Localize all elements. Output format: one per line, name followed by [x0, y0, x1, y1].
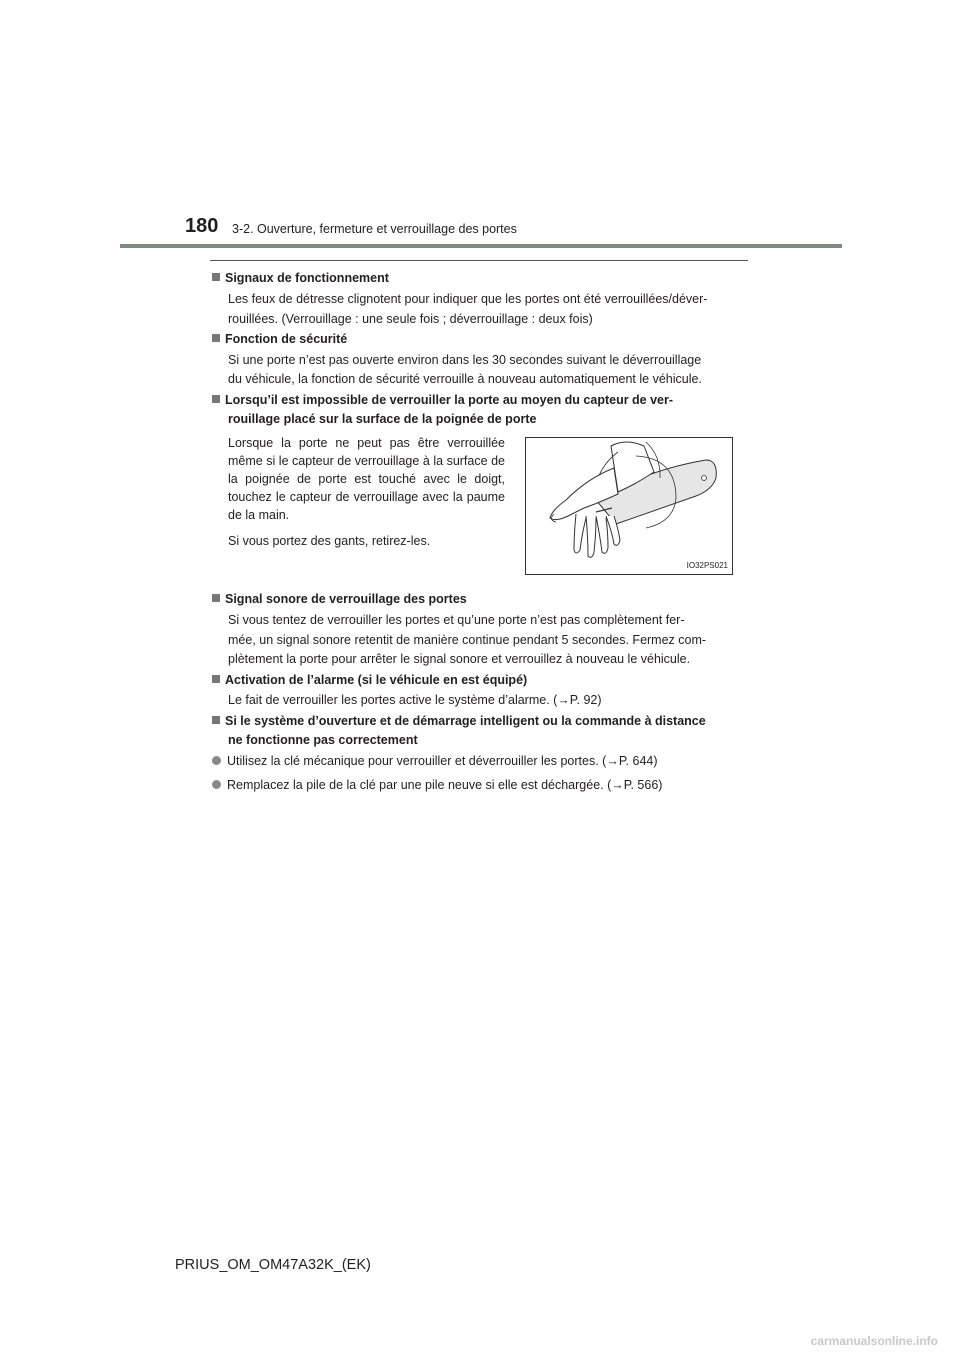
square-bullet-icon	[212, 273, 220, 281]
section-title-continuation: ne fonctionne pas correctement	[228, 733, 418, 747]
paragraph-line: plètement la porte pour arrêter le signal sonore et verrouillez à nouveau le véhicule.	[228, 652, 691, 666]
circle-bullet-icon	[212, 780, 221, 789]
chapter-title: 3-2. Ouverture, fermeture et verrouillage des portes	[232, 222, 517, 236]
section-title-text: Signal sonore de verrouillage des portes	[225, 592, 467, 606]
square-bullet-icon	[212, 334, 220, 342]
paragraph-line: Les feux de détresse clignotent pour indiquer que les portes ont été verrouillées/déver-	[228, 292, 708, 306]
list-item-text: Remplacez la pile de la clé par une pile neuve si elle est déchargée. (→P. 566)	[227, 778, 663, 792]
section-title-text: Si le système d’ouverture et de démarrage intelligent ou la commande à distance	[225, 714, 706, 728]
list-item	[212, 775, 752, 795]
square-bullet-icon	[212, 675, 220, 683]
section-title-text: Activation de l’alarme (si le véhicule en est équipé)	[225, 673, 528, 687]
paragraph: Lorsque la porte ne peut pas être verrouillée même si le capteur de verrouillage à la surface de la poignée de porte est touché avec le doigt, touchez le capteur de verrouillage avec la paume de la main.	[228, 436, 505, 522]
section-divider	[210, 260, 748, 261]
section-title-lock-buzzer	[212, 589, 752, 609]
paragraph-line: du véhicule, la fonction de sécurité verrouille à nouveau automatiquement le véhicule.	[228, 372, 702, 386]
section-title-text: Fonction de sécurité	[225, 332, 348, 346]
paragraph-line: mée, un signal sonore retentit de manière continue pendant 5 secondes. Fermez com-	[228, 633, 707, 647]
section-title-text: Signaux de fonctionnement	[225, 271, 389, 285]
hand-on-door-handle-illustration	[526, 438, 732, 574]
figure-description	[228, 434, 505, 550]
paragraph-line: Si vous tentez de verrouiller les portes et qu’une porte n’est pas complètement fer-	[228, 613, 685, 627]
paragraph-line: rouillées. (Verrouillage : une seule fois ; déverrouillage : deux fois)	[228, 312, 593, 326]
list-item-text: Utilisez la clé mécanique pour verrouiller et déverrouiller les portes. (→P. 644)	[227, 754, 658, 768]
section-title-security	[212, 329, 752, 349]
section-title-continuation: rouillage placé sur la surface de la poignée de porte	[228, 412, 537, 426]
circle-bullet-icon	[212, 756, 221, 765]
section-title-alarm	[212, 670, 752, 690]
square-bullet-icon	[212, 716, 220, 724]
section-title-text: Lorsqu’il est impossible de verrouiller la porte au moyen du capteur de ver-	[225, 393, 674, 407]
footer-doc-id: PRIUS_OM_OM47A32K_(EK)	[175, 1257, 371, 1273]
hand-on-handle-figure	[525, 437, 733, 575]
list-item	[212, 751, 752, 771]
page-number: 180	[185, 215, 219, 237]
square-bullet-icon	[212, 395, 220, 403]
section-title-signals	[212, 268, 752, 288]
square-bullet-icon	[212, 594, 220, 602]
paragraph: Si vous portez des gants, retirez-les.	[228, 534, 431, 548]
figure-code: IO32PS021	[686, 561, 728, 570]
header-rule	[120, 244, 842, 248]
section-title-smart-key	[212, 711, 752, 731]
paragraph-line: Le fait de verrouiller les portes active le système d’alarme. (→P. 92)	[228, 693, 602, 707]
section-title-lock-impossible	[212, 390, 752, 410]
watermark: carmanualsonline.info	[810, 1334, 938, 1348]
paragraph-line: Si une porte n’est pas ouverte environ dans les 30 secondes suivant le déverrouillage	[228, 353, 702, 367]
